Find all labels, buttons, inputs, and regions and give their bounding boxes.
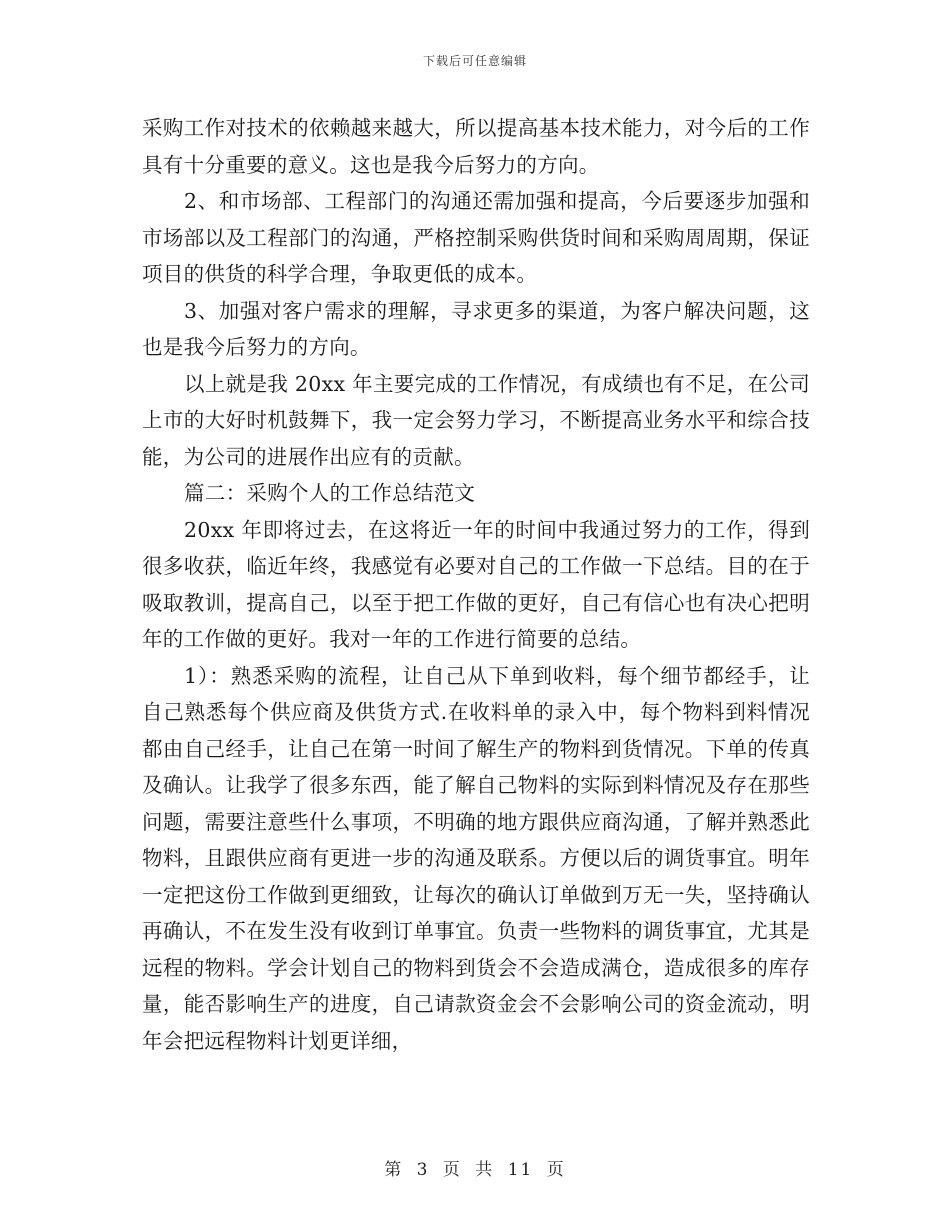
paragraph-5: 20xx 年即将过去，在这将近一年的时间中我通过努力的工作，得到很多收获，临近年终，我感觉有必要对自己的工作做一下总结。目的在于吸取教训，提高自己，以至于把工作做的更好，自己有信心也有决心把明年的工作做的更好。我对一年的工作进行简要的总结。	[142, 517, 810, 651]
paragraph-1: 采购工作对技术的依赖越来越大，所以提高基本技术能力，对今后的工作具有十分重要的意义。这也是我今后努力的方向。	[142, 116, 810, 177]
page-footer: 第 3 页 共 11 页	[384, 1160, 566, 1180]
section-heading: 篇二：采购个人的工作总结范文	[184, 481, 476, 505]
document-body	[142, 110, 810, 1059]
paragraph-3: 3、加强对客户需求的理解，寻求更多的渠道，为客户解决问题，这也是我今后努力的方向。	[142, 298, 810, 359]
page-header: 下载后可任意编辑	[422, 54, 527, 68]
paragraph-6: 1）：熟悉采购的流程，让自己从下单到收料，每个细节都经手，让自己熟悉每个供应商及供货方式.在收料单的录入中，每个物料到料情况都由自己经手，让自己在第一时间了解生产的物料到货情况。下单的传真及确认。让我学了很多东西，能了解自己物料的实际到料情况及存在那些问题，需要注意些什么事项，不明确的地方跟供应商沟通，了解并熟悉此物料，且跟供应商有更进一步的沟通及联系。方便以后的调货事宜。明年一定把这份工作做到更细致，让每次的确认订单做到万无一失，坚持确认再确认，不在发生没有收到订单事宜。负责一些物料的调货事宜，尤其是远程的物料。学会计划自己的物料到货会不会造成满仓，造成很多的库存量，能否影响生产的进度，自己请款资金会不会影响公司的资金流动，明年会把远程物料计划更详细，	[142, 663, 810, 1053]
paragraph-2: 2、和市场部、工程部门的沟通还需加强和提高，今后要逐步加强和市场部以及工程部门的沟通，严格控制采购供货时间和采购周周期，保证项目的供货的科学合理，争取更低的成本。	[142, 189, 810, 286]
paragraph-4: 以上就是我 20xx 年主要完成的工作情况，有成绩也有不足，在公司上市的大好时机鼓舞下，我一定会努力学习，不断提高业务水平和综合技能，为公司的进展作出应有的贡献。	[142, 371, 810, 469]
